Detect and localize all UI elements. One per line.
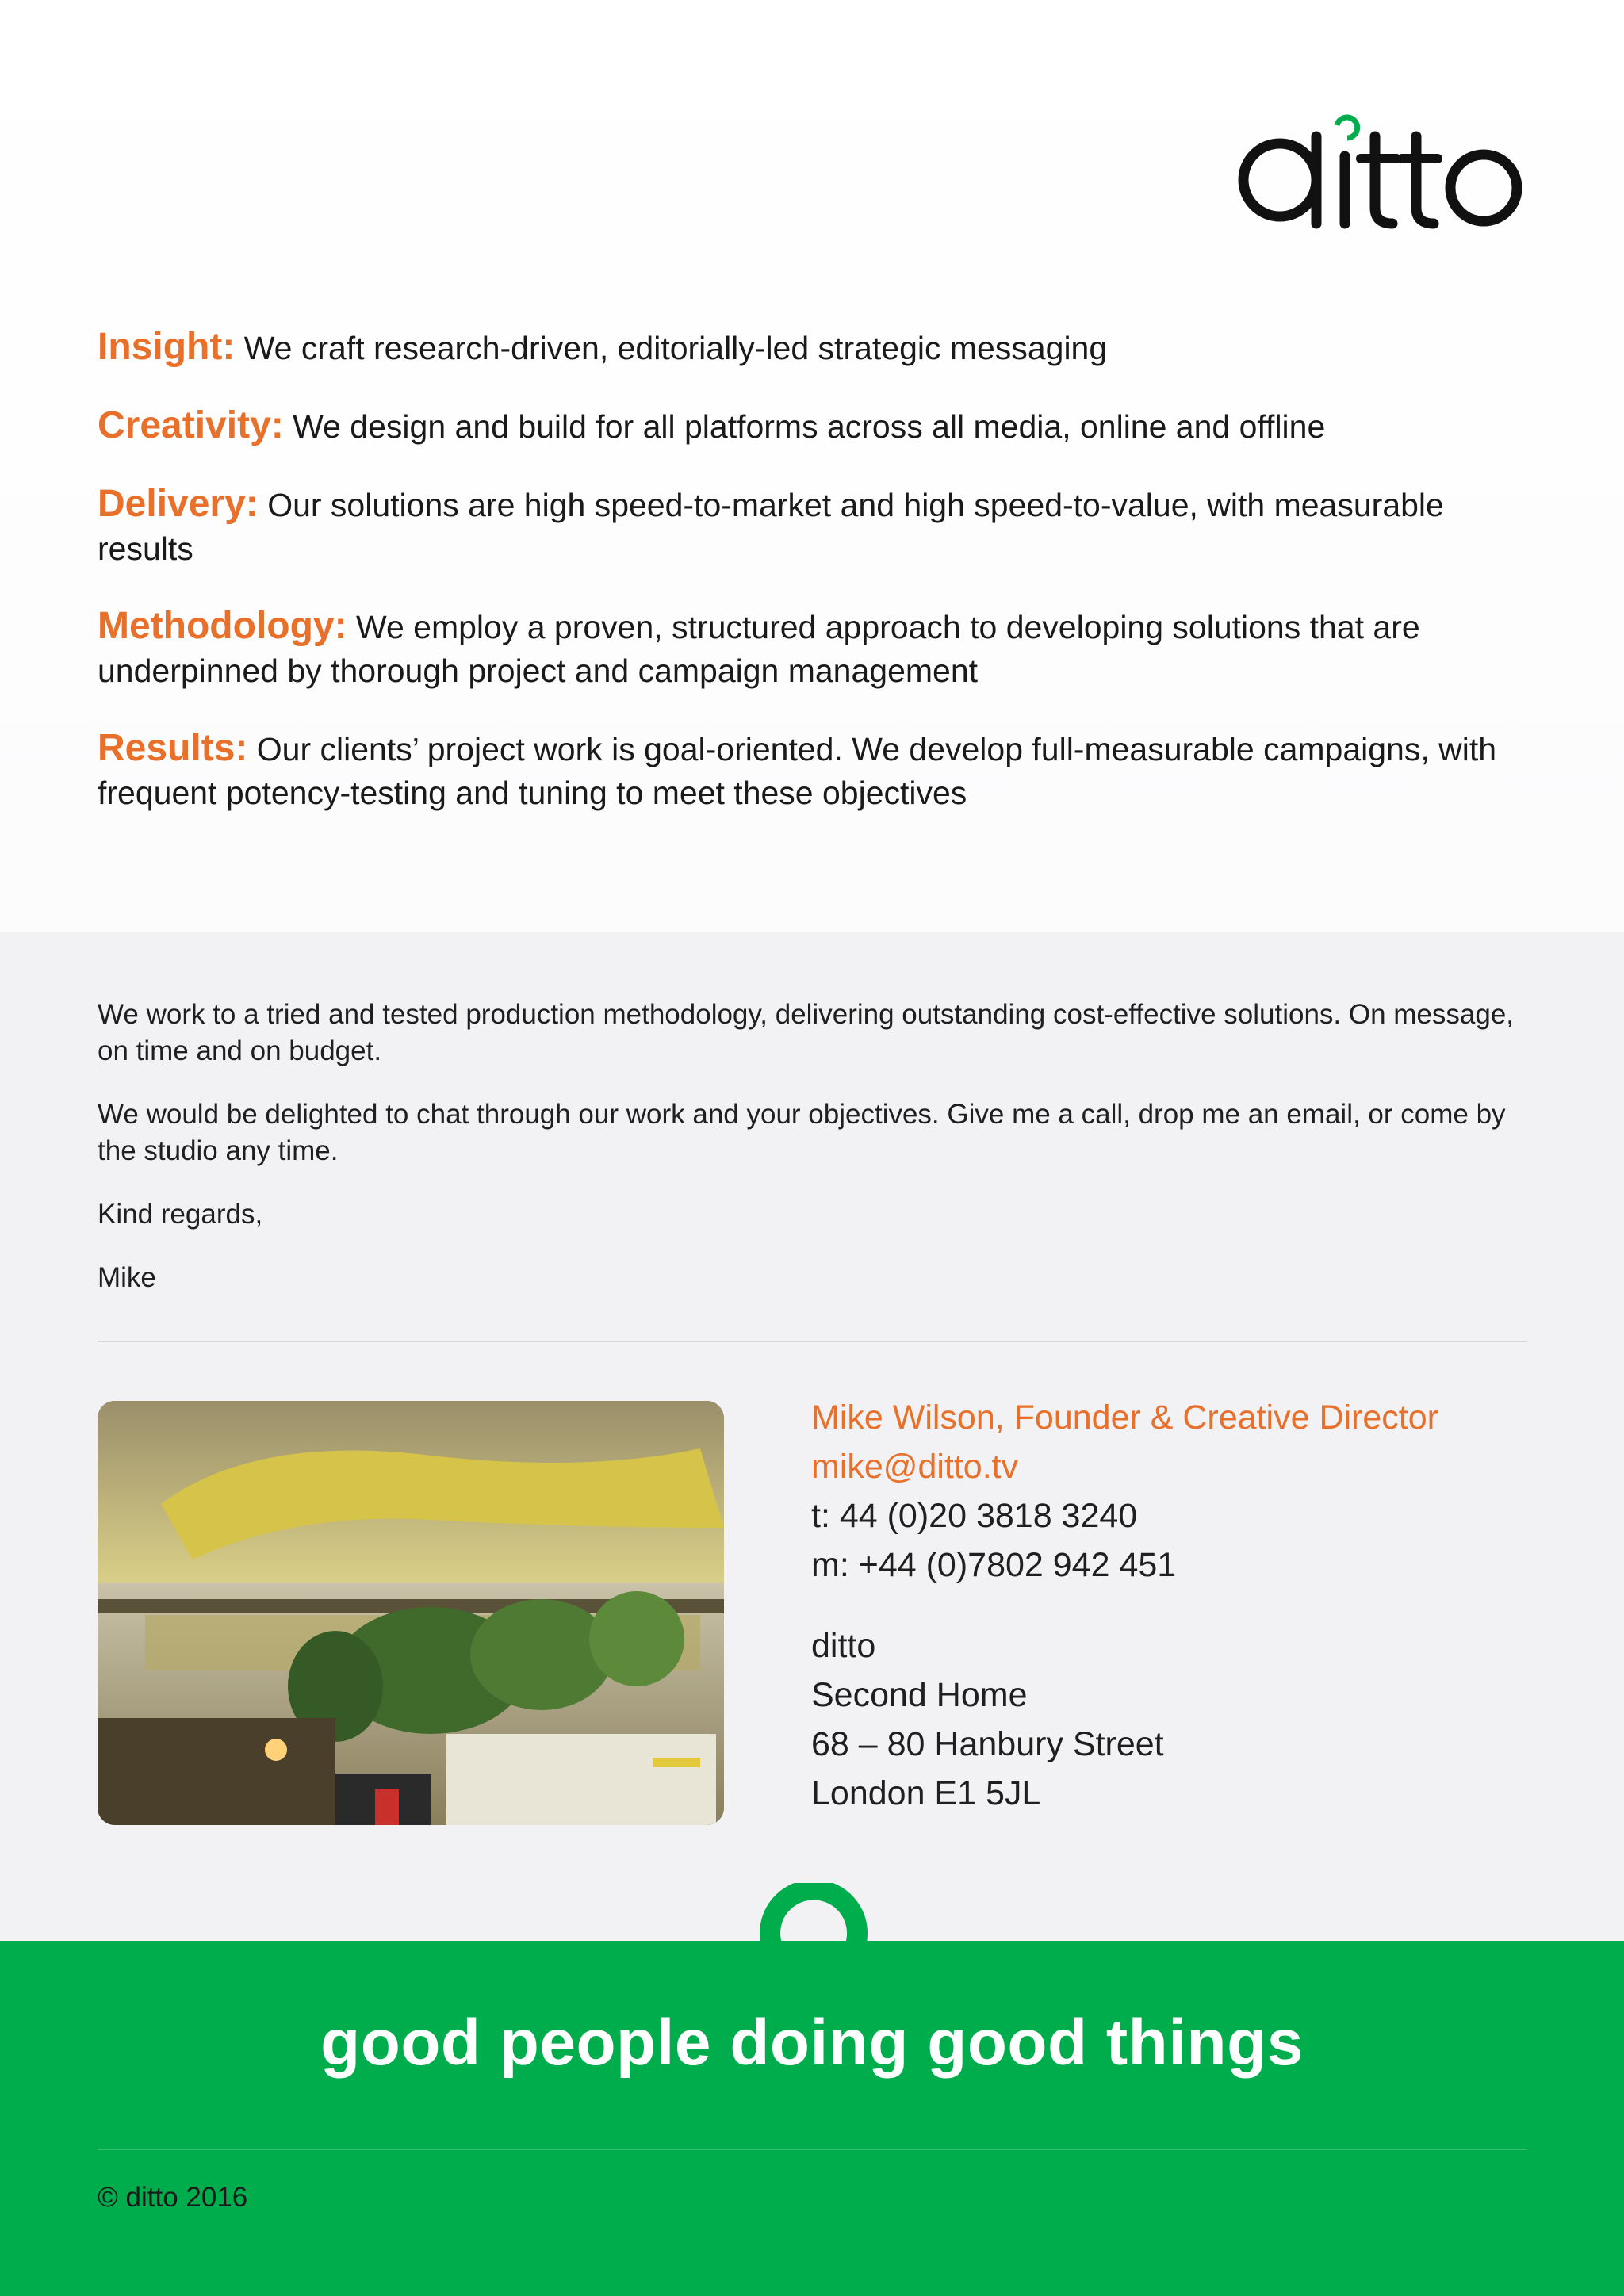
sign-off: Kind regards,: [98, 1199, 263, 1230]
address-street: 68 – 80 Hanbury Street: [811, 1725, 1164, 1763]
copyright-text: © ditto 2016: [98, 2182, 248, 2213]
contact-telephone: t: 44 (0)20 3818 3240: [811, 1497, 1138, 1535]
letter-paragraph: We would be delighted to chat through our work and your objectives. Give me a call, drop me an email, or come by the studio any time.: [98, 1099, 1506, 1166]
pillar-text: Our clients’ project work is goal-oriented. We develop full-measurable campaigns, with frequent potency-testing and tuning to meet these objectives: [98, 731, 1497, 811]
pillar-heading: Methodology:: [98, 605, 347, 647]
ditto-logo: [1234, 105, 1527, 232]
pillar-text: We craft research-driven, editorially-led strategic messaging: [243, 330, 1108, 366]
pillar-heading: Results:: [98, 727, 248, 769]
footer-tagline: good people doing good things: [320, 2007, 1304, 2079]
pillar-creativity: [98, 404, 1541, 449]
ditto-logo-mark: [1234, 105, 1527, 232]
letter-section: [0, 932, 1624, 1941]
ditto-ring-icon: [754, 1883, 870, 1986]
pillar-heading: Delivery:: [98, 483, 259, 525]
signature-name: Mike: [98, 1262, 156, 1293]
address-building: Second Home: [811, 1676, 1028, 1714]
letter-body: [98, 997, 1525, 1323]
letter-paragraph: We work to a tried and tested production methodology, delivering outstanding cost-effective solutions. On message, on time and on budget.: [98, 999, 1515, 1066]
contact-name-title: Mike Wilson, Founder & Creative Director: [811, 1399, 1438, 1437]
studio-photo: [98, 1401, 724, 1825]
pillar-delivery: [98, 482, 1541, 571]
section-divider: [98, 1341, 1527, 1342]
footer-divider: [98, 2149, 1527, 2150]
pillar-heading: Insight:: [98, 326, 236, 368]
pillar-insight: [98, 325, 1541, 370]
pillar-text: We employ a proven, structured approach to developing solutions that are underpinned by thorough project and campaign management: [98, 609, 1420, 689]
contact-email-link[interactable]: mike@ditto.tv: [811, 1448, 1019, 1486]
contact-details: [811, 1393, 1541, 1818]
value-pillars: [98, 325, 1541, 848]
pillar-text: Our solutions are high speed-to-market and high speed-to-value, with measurable results: [98, 487, 1444, 567]
address-company: ditto: [811, 1627, 876, 1665]
pillar-results: [98, 726, 1541, 815]
contact-mobile: m: +44 (0)7802 942 451: [811, 1546, 1177, 1584]
studio-photo-image: [98, 1401, 724, 1825]
address-city-postcode: London E1 5JL: [811, 1774, 1041, 1812]
pillar-methodology: [98, 604, 1541, 693]
pillar-heading: Creativity:: [98, 404, 284, 446]
pillar-text: We design and build for all platforms across all media, online and offline: [293, 408, 1326, 445]
footer: [0, 1941, 1624, 2296]
intro-section: [0, 0, 1624, 932]
